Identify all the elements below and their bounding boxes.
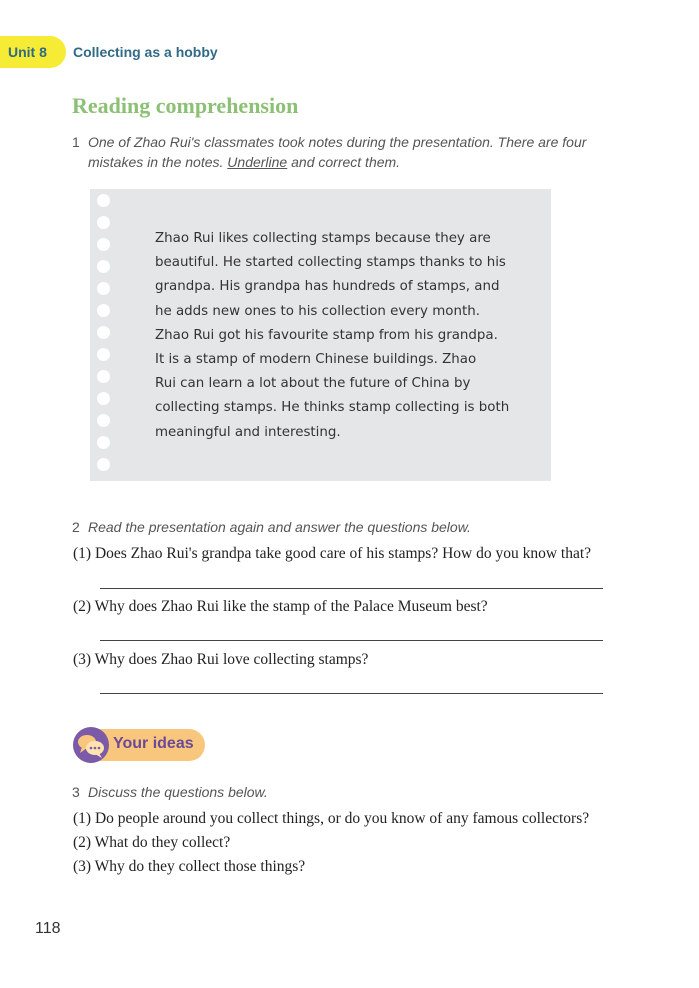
notes-text xyxy=(155,227,525,445)
notes-line: collecting stamps. He thinks stamp collecting is both xyxy=(155,400,510,416)
binder-hole-icon xyxy=(97,194,110,207)
exercise-3-number: 3 xyxy=(72,784,80,800)
exercise-3-instruction: Discuss the questions below. xyxy=(88,784,268,800)
exercise-1-number: 1 xyxy=(72,134,80,150)
binder-hole-icon xyxy=(97,348,110,361)
exercise-1-instruction-line-2 xyxy=(88,152,400,172)
binder-hole-icon xyxy=(97,282,110,295)
notes-line: Rui can learn a lot about the future of China by xyxy=(155,376,471,392)
notes-line: grandpa. His grandpa has hundreds of stamps, and xyxy=(155,279,500,295)
exercise-1-instruction-line-1: One of Zhao Rui's classmates took notes during the presentation. There are four xyxy=(88,134,587,150)
binder-hole-icon xyxy=(97,370,110,383)
instruction-text: and correct them. xyxy=(287,154,401,170)
underline-word: Underline xyxy=(227,154,288,170)
unit-label: Unit 8 xyxy=(8,44,47,60)
exercise-2-instruction: Read the presentation again and answer the questions below. xyxy=(88,519,471,535)
exercise-2-question-1: (1) Does Zhao Rui's grandpa take good care of his stamps? How do you know that? xyxy=(73,545,592,562)
binder-hole-icon xyxy=(97,260,110,273)
binder-hole-icon xyxy=(97,392,110,405)
binder-hole-icon xyxy=(97,436,110,449)
speech-bubbles-icon xyxy=(73,727,109,763)
binder-hole-icon xyxy=(97,216,110,229)
your-ideas-label: Your ideas xyxy=(113,735,194,752)
notes-line: Zhao Rui likes collecting stamps because they are xyxy=(155,231,491,246)
binder-hole-icon xyxy=(97,458,110,471)
exercise-2-number: 2 xyxy=(72,519,80,535)
answer-line-3[interactable] xyxy=(100,693,603,694)
exercise-2-question-2: (2) Why does Zhao Rui like the stamp of the Palace Museum best? xyxy=(73,598,488,615)
unit-title: Collecting as a hobby xyxy=(73,44,218,60)
instruction-text: mistakes in the notes. xyxy=(88,154,228,170)
notes-line: Zhao Rui got his favourite stamp from his grandpa. xyxy=(155,327,498,343)
notes-line: It is a stamp of modern Chinese buildings. Zhao xyxy=(155,352,477,368)
answer-line-2[interactable] xyxy=(100,640,603,641)
exercise-3-question-1: (1) Do people around you collect things, or do you know of any famous collectors? xyxy=(73,810,590,827)
binder-hole-icon xyxy=(97,238,110,251)
answer-line-1[interactable] xyxy=(100,588,603,589)
binder-hole-icon xyxy=(97,414,110,427)
exercise-3-question-2: (2) What do they collect? xyxy=(73,834,231,851)
page-number: 118 xyxy=(35,920,61,937)
notes-line: he adds new ones to his collection every month. xyxy=(155,303,480,319)
section-heading: Reading comprehension xyxy=(72,93,299,118)
exercise-2-question-3: (3) Why does Zhao Rui love collecting stamps? xyxy=(73,651,369,668)
exercise-3-question-3: (3) Why do they collect those things? xyxy=(73,858,306,875)
binder-hole-icon xyxy=(97,326,110,339)
notes-line: beautiful. He started collecting stamps thanks to his xyxy=(155,255,506,271)
binder-hole-icon xyxy=(97,304,110,317)
notes-line: meaningful and interesting. xyxy=(155,424,341,440)
